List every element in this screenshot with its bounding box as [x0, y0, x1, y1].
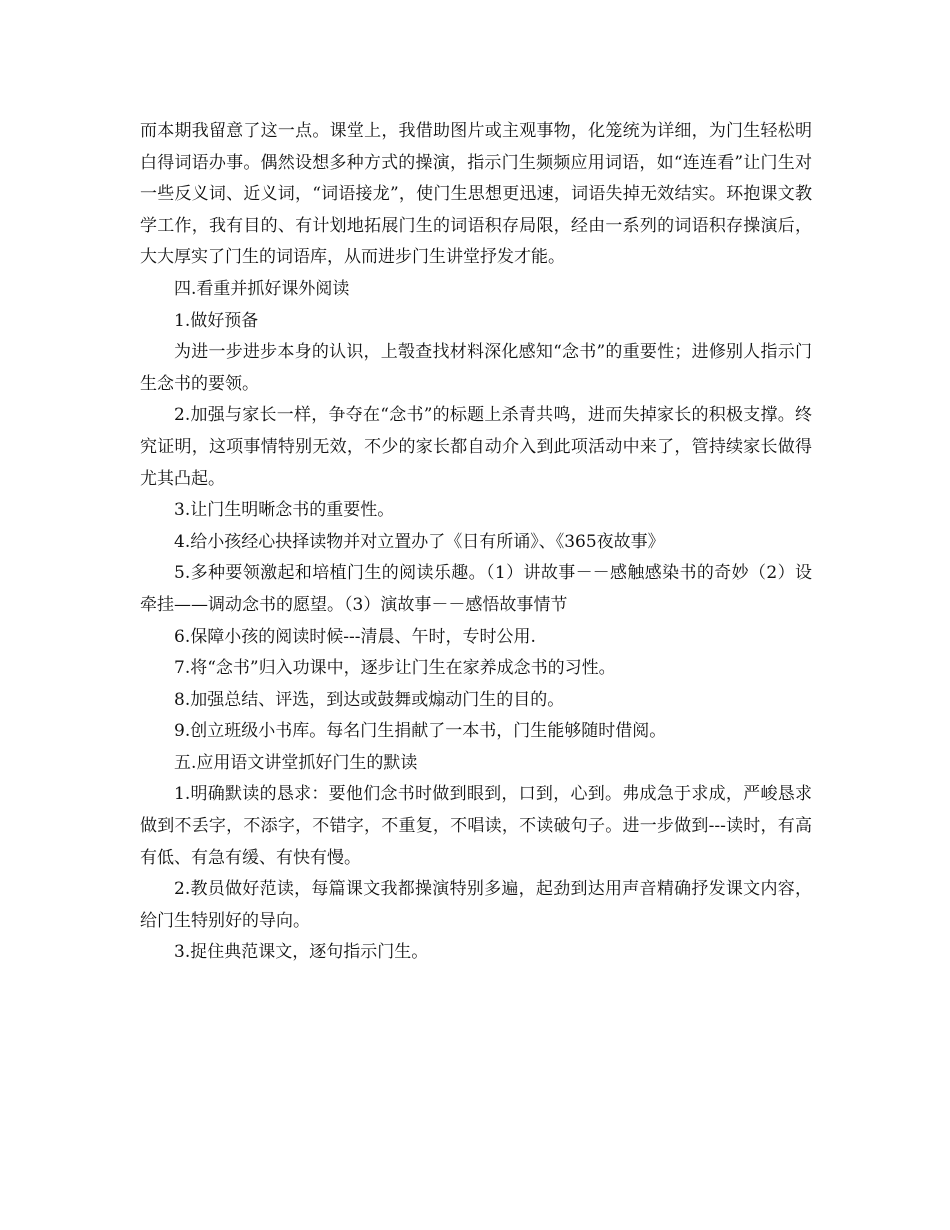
- list-item-summary-evaluation: 8.加强总结、评选，到达或鼓舞或煽动门生的目的。: [174, 689, 565, 710]
- list-item-reading-time: 6.保障小孩的阅读时候---清晨、午时，专时公用.: [174, 626, 536, 647]
- list-item-preparation: 1.做好预备: [174, 310, 259, 331]
- heading-silent-reading: 五.应用语文讲堂抓好门生的默读: [174, 752, 418, 773]
- list-item-homework-reading: 7.将“念书”归入功课中，逐步让门生在家养成念书的习性。: [174, 658, 616, 679]
- list-item-reading-interest: 5.多种要领激起和培植门生的阅读乐趣。（1）讲故事－－感触感染书的奇妙（2）设牵挂——调动念书的愿望。（3）演故事－－感悟故事情节: [140, 563, 812, 615]
- document-body: [140, 116, 812, 969]
- paragraph-preparation-detail: 为进一步进步本身的认识，上彀查找材料深化感知“念书”的重要性；进修别人指示门生念书的要领。: [140, 342, 812, 394]
- list-item-silent-reading-requirements: 1.明确默读的恳求：要他们念书时做到眼到，口到，心到。弗成急于求成，严峻恳求做到不丢字，不添字，不错字，不重复，不唱读，不读破句子。进一步做到---读时，有高有低、有急有缓、有快有慢。: [140, 784, 812, 868]
- heading-extracurricular-reading: 四.看重并抓好课外阅读: [174, 278, 350, 299]
- paragraph-vocabulary-practice: 而本期我留意了这一点。课堂上，我借助图片或主观事物，化笼统为详细，为门生轻松明白得词语办事。偶然设想多种方式的操演，指示门生频频应用词语，如“连连看”让门生对一些反义词、近义词，“词语接龙”，使门生思想更迅速，词语失掉无效结实。环抱课文教学工作，我有目的、有计划地拓展门生的词语积存局限，经由一系列的词语积存操演后，大大厚实了门生的词语库，从而进步门生讲堂抒发才能。: [140, 121, 812, 268]
- list-item-model-texts: 3.捉住典范课文，逐句指示门生。: [174, 942, 429, 963]
- list-item-select-books: 4.给小孩经心抉择读物并对立置办了《日有所诵》、《365夜故事》: [174, 531, 665, 552]
- list-item-class-library: 9.创立班级小书库。每名门生捐献了一本书，门生能够随时借阅。: [174, 721, 667, 742]
- list-item-teacher-model-reading: 2.教员做好范读，每篇课文我都操演特别多遍，起劲到达用声音精确抒发课文内容，给门生特别好的导向。: [140, 879, 812, 931]
- list-item-parent-communication: 2.加强与家长一样，争夺在“念书”的标题上杀青共鸣，进而失掉家长的积极支撑。终究证明，这项事情特别无效，不少的家长都自动介入到此项活动中来了，管持续家长做得尤其凸起。: [140, 405, 812, 489]
- list-item-importance-of-reading: 3.让门生明晰念书的重要性。: [174, 500, 395, 521]
